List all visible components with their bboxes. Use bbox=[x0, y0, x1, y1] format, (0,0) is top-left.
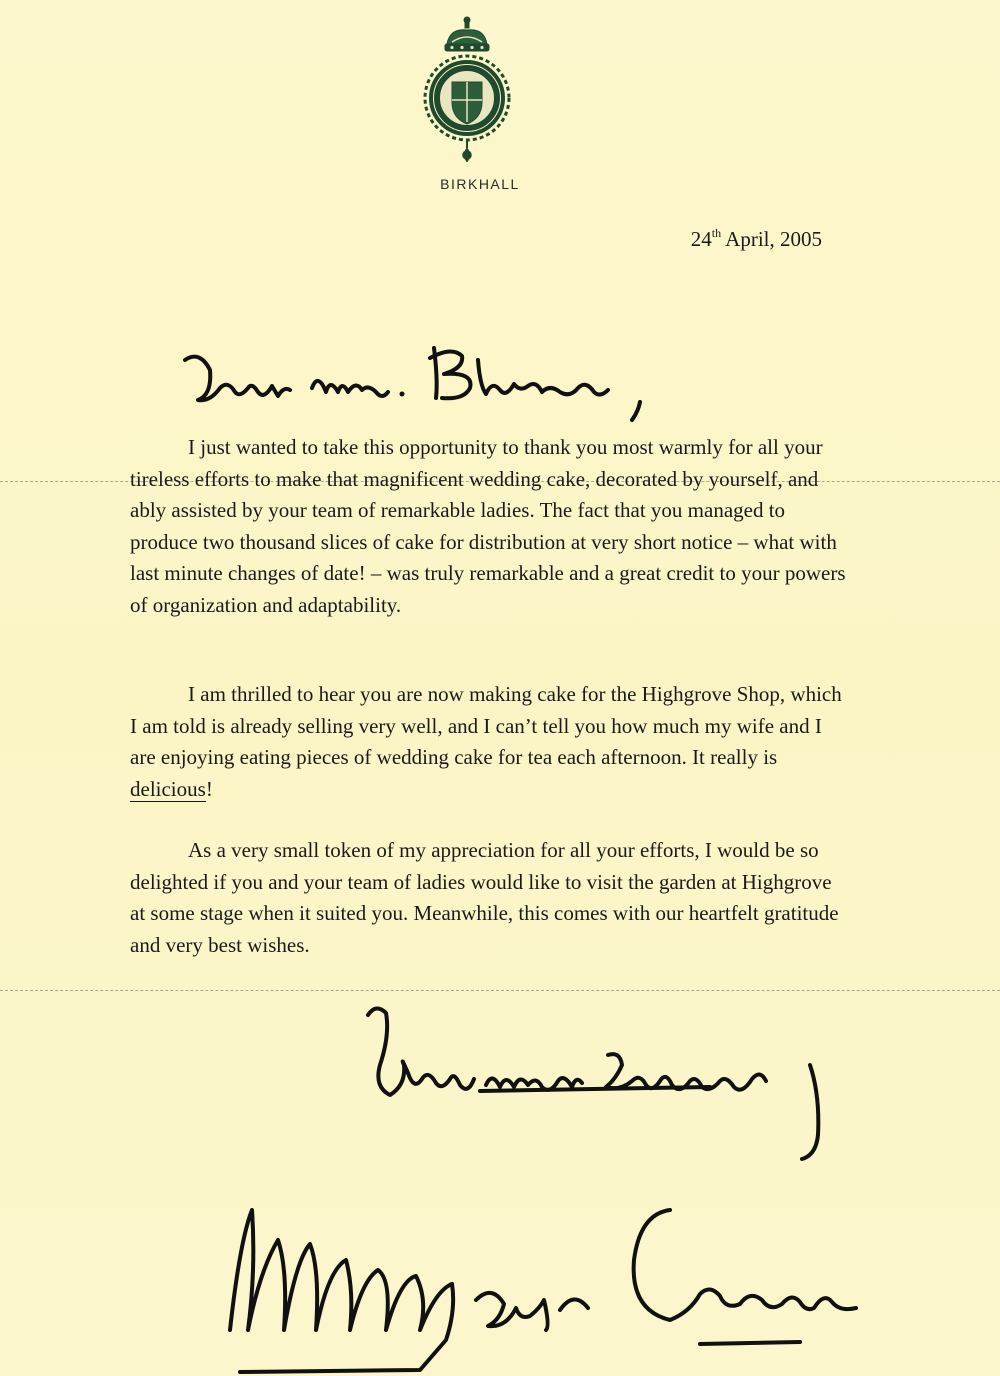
date-month-year: April, 2005 bbox=[721, 227, 822, 251]
letter-date bbox=[691, 226, 822, 252]
body-paragraph-1: I just wanted to take this opportunity to thank you most warmly for all your tireless efforts to make that magnificent wedding cake, decorated by yourself, and ably assisted by your team of remarkable ladies. The fact that you managed to produce two thousand slices of cake for distribution at very short notice – what with last minute changes of date! – was truly remarkable and a great credit to your powers of organization and adaptability. bbox=[130, 435, 846, 617]
royal-crest-icon bbox=[412, 12, 522, 162]
body-paragraph-2 bbox=[130, 679, 850, 805]
salutation-handwriting bbox=[180, 340, 680, 430]
signature-handwriting bbox=[200, 1180, 880, 1376]
date-day: 24 bbox=[690, 227, 712, 251]
date-ordinal: th bbox=[711, 226, 722, 240]
emphasis-delicious: delicious bbox=[130, 776, 206, 801]
fold-crease-bottom bbox=[0, 990, 1000, 991]
letterhead-address: BIRKHALL bbox=[440, 176, 520, 192]
paragraph-2-end: ! bbox=[205, 776, 213, 801]
closing-handwriting bbox=[350, 995, 850, 1195]
paragraph-2-text: I am thrilled to hear you are now making cake for the Highgrove Shop, which I am told is already selling very well, and I can’t tell you how much my wife and I are enjoying eating pieces of wedding cake for tea each afternoon. It really is bbox=[130, 682, 842, 769]
body-paragraph-3: As a very small token of my appreciation for all your efforts, I would be so delighted if you and your team of ladies would like to visit the garden at Highgrove at some stage when it suited you. Meanwhile, this comes with our heartfelt gratitude and very best wishes. bbox=[130, 838, 839, 957]
